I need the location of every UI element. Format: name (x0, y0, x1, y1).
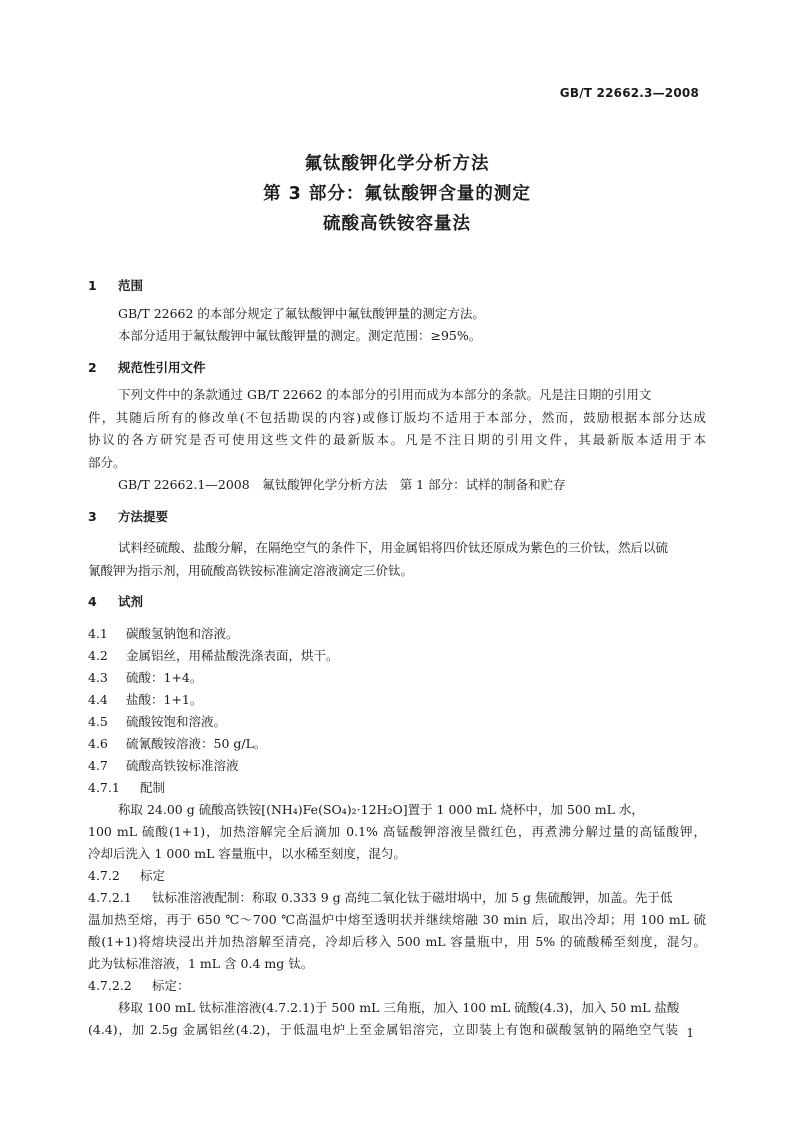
paragraph-line: 称取 24.00 g 硫酸高铁铵[(NH₄)Fe(SO₄)₂·12H₂O]置于 1 000 mL 烧杯中，加 500 mL 水， (118, 802, 644, 817)
item-number: 4.7 (88, 758, 108, 773)
title-line-2: 第 3 部分：氟钛酸钾含量的测定 (263, 184, 531, 204)
paragraph: 本部分适用于氟钛酸钾中氟钛酸钾量的测定。测定范围：≥95%。 (118, 328, 482, 343)
list-item (88, 714, 226, 730)
item-number: 4.5 (88, 714, 108, 729)
section-title: 方法提要 (118, 509, 169, 524)
page-number: 1 (686, 1026, 694, 1040)
paragraph-line: 件，其随后所有的修改单(不包括勘误的内容)或修订版均不适用于本部分，然而，鼓励根据本部分达成 (88, 410, 706, 425)
subsection-4-7-2-2 (88, 978, 190, 994)
item-text: 硫酸铵饱和溶液。 (126, 714, 227, 729)
section-title: 规范性引用文件 (118, 360, 206, 375)
subsection-number: 4.7.2.2 (88, 978, 132, 993)
section-2-heading (88, 360, 206, 376)
item-number: 4.1 (88, 626, 108, 641)
list-item (88, 758, 239, 774)
subsection-title: 标定 (140, 868, 166, 883)
paragraph-line: 此为钛标准溶液，1 mL 含 0.4 mg 钛。 (88, 956, 314, 971)
section-4-heading (88, 594, 143, 610)
paragraph: GB/T 22662 的本部分规定了氟钛酸钾中氟钛酸钾量的测定方法。 (118, 306, 485, 321)
item-text: 碳酸氢钠饱和溶液。 (126, 626, 239, 641)
section-number: 3 (88, 509, 97, 524)
paragraph-line: 下列文件中的条款通过 GB/T 22662 的本部分的引用而成为本部分的条款。凡是注日期的引用文 (118, 387, 652, 402)
item-text: 硫酸高铁铵标准溶液 (126, 758, 239, 773)
paragraph-line: 试料经硫酸、盐酸分解，在隔绝空气的条件下，用金属铝将四价钛还原成为紫色的三价钛，然后以硫 (118, 540, 669, 555)
section-title: 范围 (118, 278, 144, 293)
subsection-4-7-1 (88, 780, 165, 796)
paragraph-line: 冷却后洗入 1 000 mL 容量瓶中，以水稀至刻度，混匀。 (88, 846, 406, 861)
reference-entry: GB/T 22662.1—2008 氟钛酸钾化学分析方法 第 1 部分：试样的制备和贮存 (118, 477, 566, 492)
paragraph-line: 部分。 (88, 455, 126, 470)
subsection-number: 4.7.1 (88, 780, 120, 795)
item-number: 4.2 (88, 648, 108, 663)
section-1-heading (88, 278, 143, 294)
list-item (88, 736, 266, 752)
subsection-number: 4.7.2 (88, 868, 120, 883)
paragraph-line: 氰酸钾为指示剂，用硫酸高铁铵标准滴定溶液滴定三价钛。 (88, 563, 414, 578)
paragraph-line: 温加热至熔，再于 650 ℃～700 ℃高温炉中熔至透明状并继续熔融 30 min 后，取出冷却；用 100 mL 硫 (88, 912, 706, 927)
title-line-3: 硫酸高铁铵容量法 (323, 214, 471, 234)
list-item (88, 626, 239, 642)
list-item (88, 670, 202, 686)
item-number: 4.4 (88, 692, 108, 707)
section-3-heading (88, 509, 168, 525)
paragraph-line: 酸(1+1)将熔块浸出并加热溶解至清亮，冷却后移入 500 mL 容量瓶中，用 5% 的硫酸稀至刻度，混匀。 (88, 934, 706, 949)
paragraph-line: 100 mL 硫酸(1+1)，加热溶解完全后滴加 0.1% 高锰酸钾溶液呈微红色，再煮沸分解过量的高锰酸钾， (88, 824, 706, 839)
section-number: 2 (88, 360, 97, 375)
subsection-4-7-2 (88, 868, 165, 884)
subsection-title: 标定： (152, 978, 190, 993)
item-number: 4.6 (88, 736, 108, 751)
item-text: 硫酸：1+4。 (126, 670, 203, 685)
section-number: 4 (88, 594, 97, 609)
item-text: 硫氰酸铵溶液：50 g/L。 (126, 736, 267, 751)
item-number: 4.3 (88, 670, 108, 685)
title-line-1: 氟钛酸钾化学分析方法 (304, 154, 490, 174)
item-text: 盐酸：1+1。 (126, 692, 203, 707)
subsection-4-7-2-1 (88, 890, 673, 906)
subsection-number: 4.7.2.1 (88, 890, 132, 905)
paragraph-line: (4.4)，加 2.5g 金属铝丝(4.2)，于低温电炉上至金属铝溶完，立即装上有饱和碳酸氢钠的隔绝空气装 (88, 1022, 678, 1037)
list-item (88, 648, 339, 664)
list-item (88, 692, 202, 708)
subsection-title: 配制 (140, 780, 166, 795)
item-text: 金属铝丝，用稀盐酸洗涤表面，烘干。 (126, 648, 339, 663)
section-number: 1 (88, 278, 97, 293)
paragraph-line: 协议的各方研究是否可使用这些文件的最新版本。凡是不注日期的引用文件，其最新版本适用于本 (88, 432, 706, 447)
standard-number: GB/T 22662.3—2008 (559, 86, 699, 100)
section-title: 试剂 (118, 594, 144, 609)
paragraph-line: 钛标准溶液配制：称取 0.333 9 g 高纯二氧化钛于磁坩埚中，加 5 g 焦硫酸钾，加盖。先于低 (152, 890, 673, 905)
paragraph-line: 移取 100 mL 钛标准溶液(4.7.2.1)于 500 mL 三角瓶，加入 100 mL 硫酸(4.3)，加入 50 mL 盐酸 (118, 1000, 680, 1015)
